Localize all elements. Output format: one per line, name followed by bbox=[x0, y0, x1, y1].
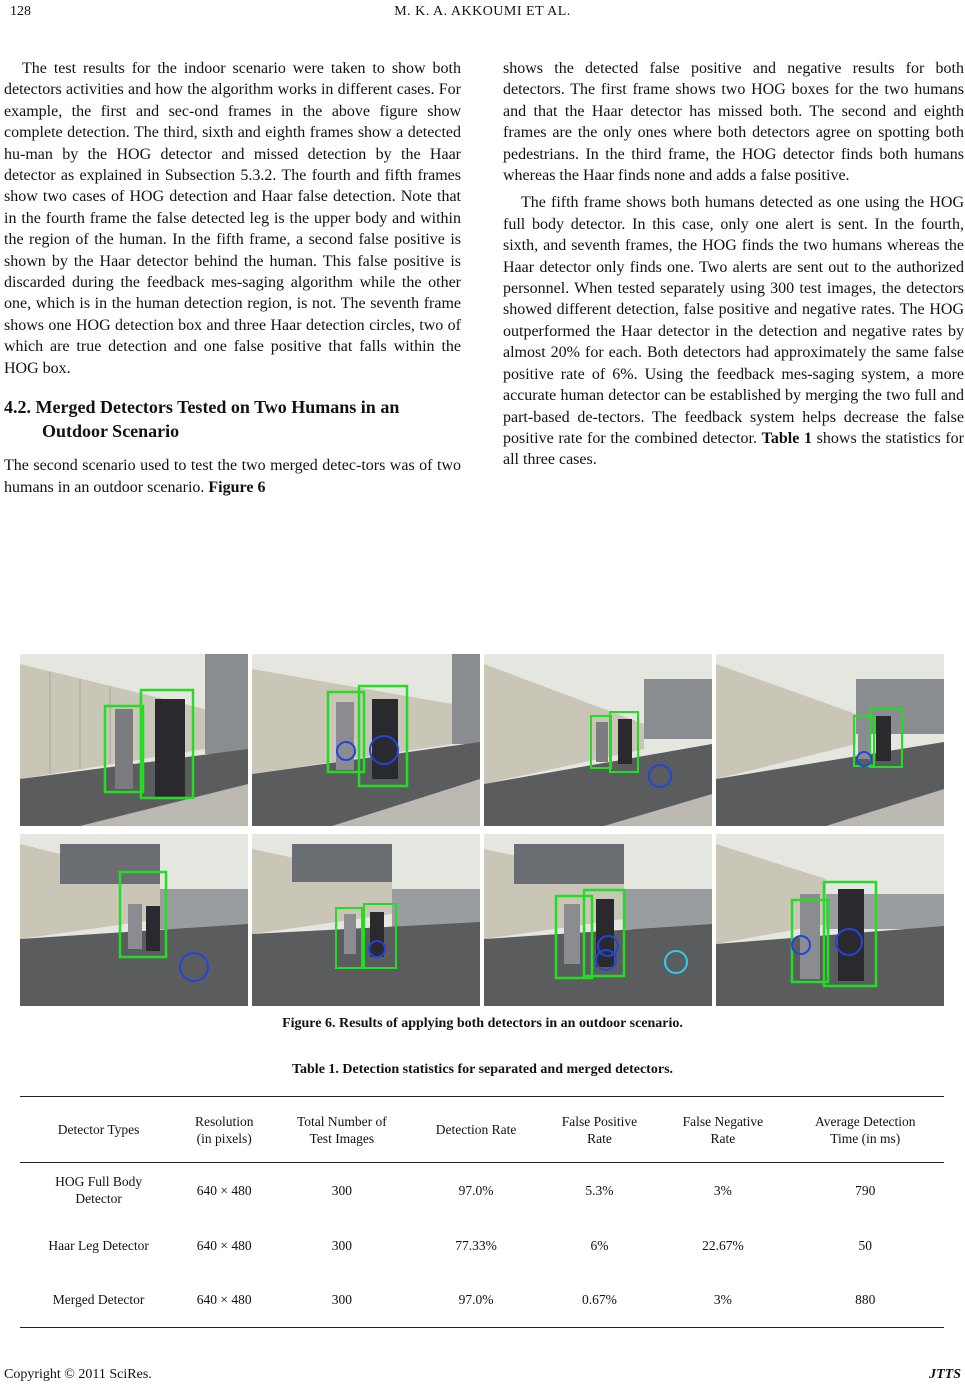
page-number: 128 bbox=[10, 4, 31, 19]
table-cell: 880 bbox=[855, 1292, 876, 1308]
table-cell: HOG Full Body Detector bbox=[55, 1174, 143, 1207]
table-cell: 5.3% bbox=[585, 1182, 614, 1198]
frame-4-image bbox=[716, 654, 944, 826]
body-text: shows the statistics for all three cases. bbox=[503, 429, 965, 469]
table-cell: 3% bbox=[713, 1292, 732, 1308]
frame-6-image bbox=[252, 834, 480, 1006]
column-header: Total Number of Test Images bbox=[296, 1113, 387, 1146]
running-head: M. K. A. AKKOUMI ET AL. bbox=[394, 4, 571, 19]
detection-statistics-table bbox=[20, 1096, 944, 1328]
body-paragraph: The test results for the indoor scenario were taken to show both detectors activities and how the algorithm works in different cases. For example, the first and sec-ond frames in the above figure show complete detection. The third, sixth and eighth frames show a detected hu-man by the HOG detector and missed detection by the Haar detector as explained in Subsection 5.3.2. The fourth and fifth frames show two cases of HOG detection and Haar false detection. Note that in the fourth frame the false detected leg is the upper body and within the region of the human. In the fifth frame, a second false positive is shown by the Haar detector behind the human. This false positive is discarded during the feedback mes-saging algorithm while the other one, which is in the human detection region, is not. The seventh frame shows one HOG detection box and three Haar detection circles, two of which are true detection and one false positive that falls within the HOG box. bbox=[4, 60, 461, 377]
figure-reference[interactable]: Figure 6 bbox=[208, 478, 266, 496]
table-cell: 300 bbox=[331, 1237, 352, 1253]
body-text: The second scenario used to test the two merged detec-tors was of two humans in an outdoor scenario. bbox=[4, 457, 461, 496]
table-cell: 300 bbox=[331, 1292, 352, 1308]
table-row bbox=[20, 1218, 944, 1273]
table-reference[interactable]: Table 1 bbox=[761, 429, 812, 447]
footer-copyright: Copyright © 2011 SciRes. bbox=[4, 1367, 152, 1382]
right-column bbox=[503, 58, 964, 471]
table-cell: 0.67% bbox=[582, 1292, 617, 1308]
frame-3-image bbox=[484, 654, 712, 826]
table-header-row bbox=[20, 1097, 944, 1163]
table-cell: 6% bbox=[590, 1237, 609, 1253]
table-caption: Table 1. Detection statistics for separated and merged detectors. bbox=[291, 1062, 674, 1077]
body-text: The fifth frame shows both humans detected as one using the HOG full body detector. In this case, only one alert is sent. In the fourth, sixth, and seventh frames, the HOG finds the two humans whereas the Haar detector only finds one. Two alerts are sent out to the authorized personnel. When tested separately using 300 test images, the detectors showed different detection, false positive and negative rates. The HOG outperformed the Haar detector in the detection and negative rates by almost 20% for each. Both detectors had approximately the same false positive rate of 6%. Using the feedback mes-saging system, a more accurate human detector can be established by merging the two full and part-based de-tectors. The feedback system helps decrease the false positive rate for the combined detector. bbox=[503, 194, 964, 447]
table-cell: 3% bbox=[713, 1182, 732, 1198]
table-cell: 77.33% bbox=[455, 1237, 497, 1253]
table-cell: 50 bbox=[858, 1237, 873, 1253]
column-header: Detection Rate bbox=[435, 1122, 517, 1137]
frame-5-image bbox=[20, 834, 248, 1006]
column-header: False Negative Rate bbox=[682, 1113, 764, 1146]
table-cell: 790 bbox=[855, 1182, 876, 1198]
table-cell: 300 bbox=[331, 1182, 352, 1198]
column-header: Average Detection Time (in ms) bbox=[814, 1113, 916, 1146]
left-column bbox=[4, 58, 461, 498]
column-header: Detector Types bbox=[57, 1122, 140, 1137]
figure-6 bbox=[20, 654, 942, 1006]
table-cell: 640 × 480 bbox=[196, 1182, 252, 1198]
table-row bbox=[20, 1273, 944, 1328]
table-cell: Merged Detector bbox=[52, 1292, 145, 1308]
column-header: Resolution (in pixels) bbox=[194, 1113, 254, 1146]
table-cell: 97.0% bbox=[458, 1182, 494, 1198]
body-paragraph bbox=[503, 192, 964, 470]
table-cell: Haar Leg Detector bbox=[48, 1237, 149, 1253]
table-cell: 640 × 480 bbox=[196, 1237, 252, 1253]
frame-2-image bbox=[252, 654, 480, 826]
footer-journal: JTTS bbox=[929, 1367, 961, 1382]
frame-8-image bbox=[716, 834, 944, 1006]
table-cell: 97.0% bbox=[458, 1292, 494, 1308]
figure-caption: Figure 6. Results of applying both detectors in an outdoor scenario. bbox=[282, 1016, 683, 1031]
section-heading: 4.2. Merged Detectors Tested on Two Humans in an Outdoor Scenario bbox=[4, 397, 400, 442]
table-row bbox=[20, 1163, 944, 1218]
table-cell: 22.67% bbox=[702, 1237, 744, 1253]
frame-7-image bbox=[484, 834, 712, 1006]
body-paragraph: shows the detected false positive and negative results for both detectors. The first frame shows two HOG boxes for the two humans and that the Haar detector has missed both. The second and eighth frames are the only ones where both detectors agree on spotting both pedestrians. In the third frame, the HOG detector finds both humans whereas the Haar finds none and adds a false positive. bbox=[503, 60, 964, 185]
table-cell: 640 × 480 bbox=[196, 1292, 252, 1308]
column-header: False Positive Rate bbox=[561, 1113, 638, 1146]
body-paragraph bbox=[4, 455, 461, 498]
frame-1-image bbox=[20, 654, 248, 826]
